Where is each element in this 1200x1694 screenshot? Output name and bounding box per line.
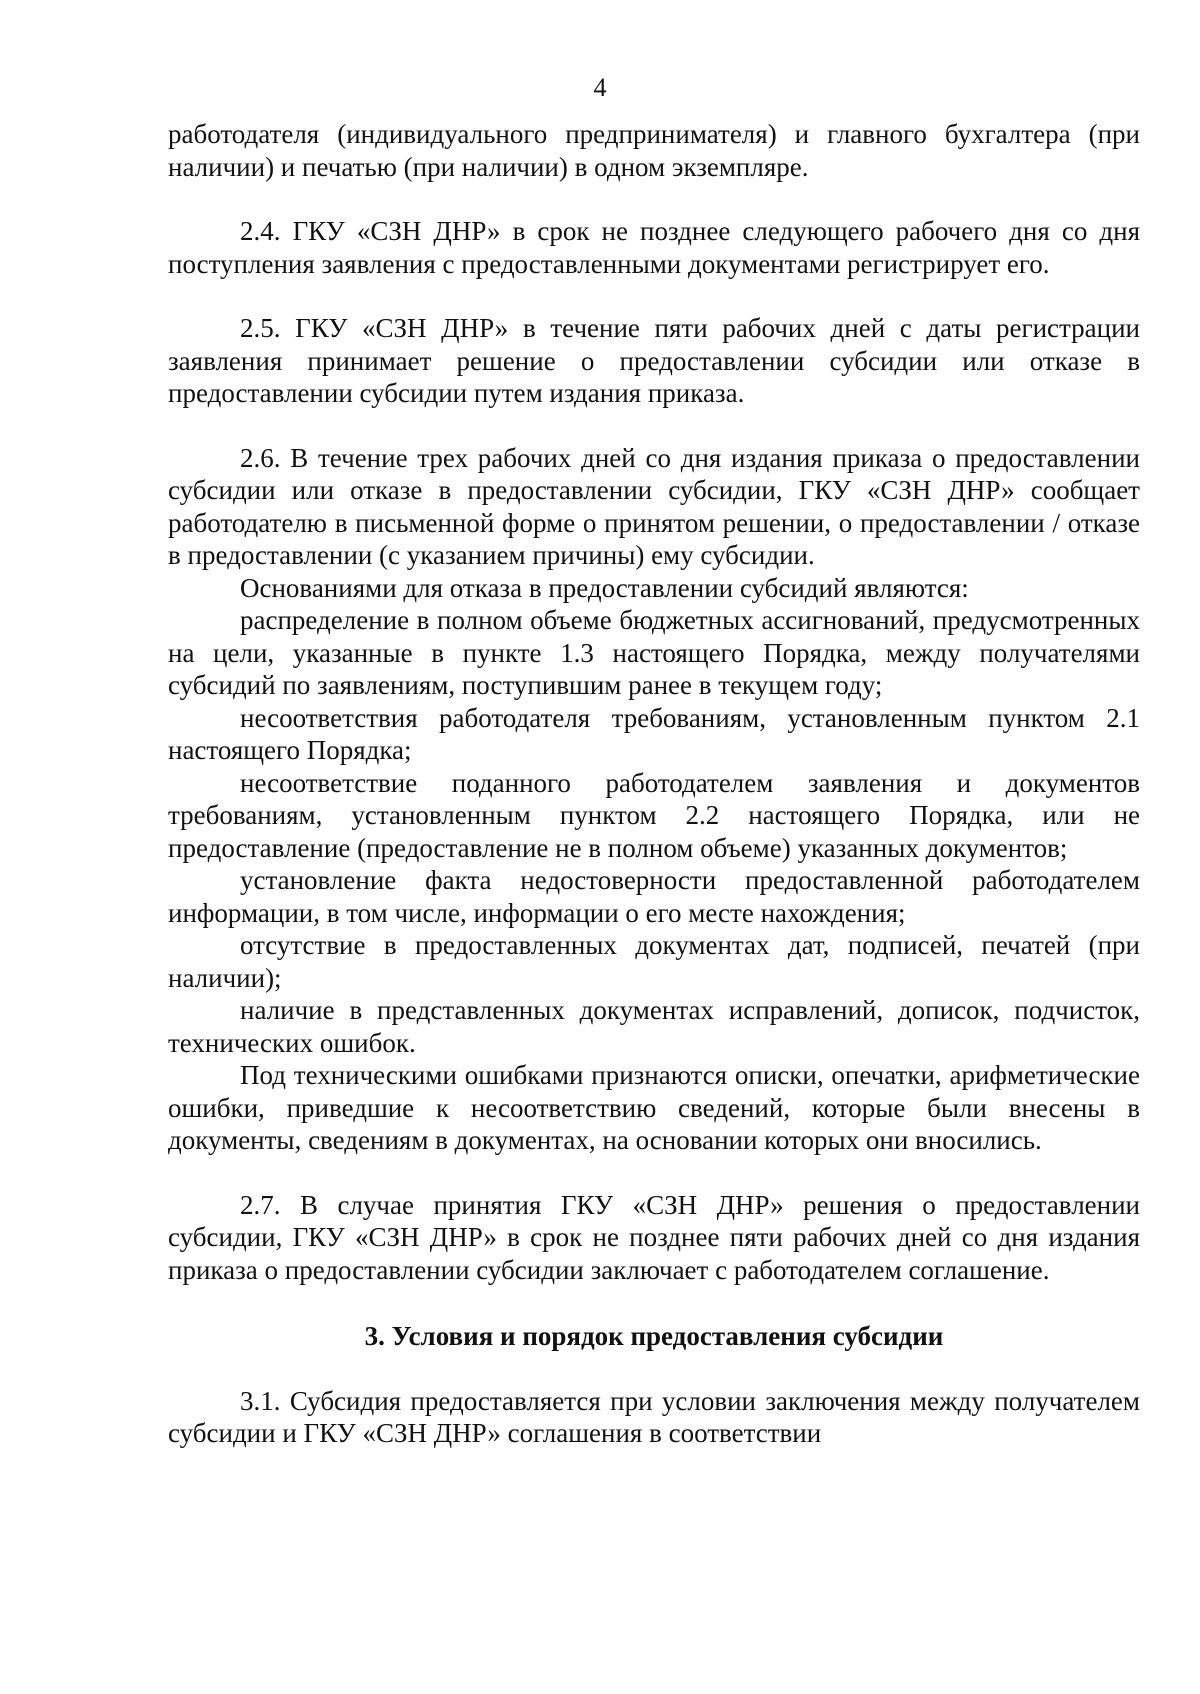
paragraph-2-6: 2.6. В течение трех рабочих дней со дня издания приказа о предоставлении субсидии или отказе в предоставлении субсидии, ГКУ «СЗН ДНР» сообщает работодателю в письменной форме о принятом решении, о предоставлении / отказе в предоставлении (с указанием причины) ему субсидии. (168, 442, 1140, 570)
paragraph-refusal-grounds-intro: Основаниями для отказа в предоставлении субсидий являются: (240, 572, 969, 603)
paragraph-refusal-ground-4: установление факта недостоверности предоставленной работодателем информации, в том числе, информации о его месте нахождения; (168, 865, 1140, 928)
paragraph-continuation: работодателя (индивидуального предпринимателя) и главного бухгалтера (при наличии) и печатью (при наличии) в одном экземпляре. (168, 119, 1140, 182)
section-heading: 3. Условия и порядок предоставления субсидии (364, 1321, 944, 1351)
paragraph-refusal-ground-2: несоответствия работодателя требованиям, установленным пунктом 2.1 настоящего Порядка; (168, 702, 1140, 765)
paragraph-refusal-ground-6: наличие в представленных документах исправлений, дописок, подчисток, технических ошибок. (168, 995, 1140, 1058)
page-number: 4 (593, 73, 607, 102)
paragraph-2-4: 2.4. ГКУ «СЗН ДНР» в срок не позднее следующего рабочего дня со дня поступления заявления с предоставленными документами регистрирует его. (168, 216, 1140, 279)
paragraph-refusal-ground-1: распределение в полном объеме бюджетных ассигнований, предусмотренных на цели, указанные в пункте 1.3 настоящего Порядка, между получателями субсидий по заявлениям, поступившим ранее в текущем году; (168, 605, 1140, 700)
paragraph-technical-errors: Под техническими ошибками признаются описки, опечатки, арифметические ошибки, приведшие к несоответствию сведений, которые были внесены в документы, сведениям в документах, на основании которых они вносились. (168, 1060, 1140, 1155)
paragraph-2-5: 2.5. ГКУ «СЗН ДНР» в течение пяти рабочих дней с даты регистрации заявления принимает решение о предоставлении субсидии или отказе в предоставлении субсидии путем издания приказа. (168, 313, 1140, 408)
paragraph-2-7: 2.7. В случае принятия ГКУ «СЗН ДНР» решения о предоставлении субсидии, ГКУ «СЗН ДНР» в срок не позднее пяти рабочих дней со дня издания приказа о предоставлении субсидии заключает с работодателем соглашение. (168, 1189, 1140, 1285)
paragraph-3-1: 3.1. Субсидия предоставляется при условии заключения между получателем субсидии и ГКУ «СЗН ДНР» соглашения в соответствии (168, 1385, 1140, 1448)
document-body (168, 118, 1140, 1450)
paragraph-refusal-ground-3: несоответствие поданного работодателем заявления и документов требованиям, установленным пунктом 2.2 настоящего Порядка, или не предоставление (предоставление не в полном объеме) указанных документов; (168, 767, 1140, 863)
paragraph-refusal-ground-5: отсутствие в предоставленных документах дат, подписей, печатей (при наличии); (168, 930, 1140, 993)
